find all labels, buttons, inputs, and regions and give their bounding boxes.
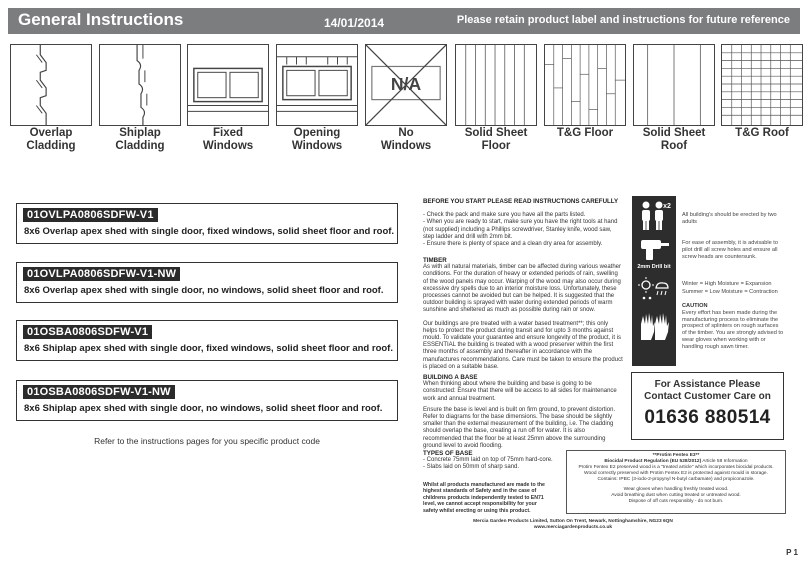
product-box [16, 320, 398, 361]
tg-roof-icon [721, 44, 803, 126]
timber-paragraph: As with all natural materials, timber can be affected during various weather conditions. For the duration of heavy or extended periods of rain, swelling of the wood panels may occur. Warping of the wood may also occur during excessive dry spells due to an interior moisture loss. Unfortunately, these processes cannot be avoided but can be helped. It is suggested that the outdoor building is sprayed with water during extended periods of warm sunshine and sheltered as much as possible during rain or snow. [423, 264, 621, 314]
product-description: 8x6 Overlap apex shed with single door, no windows, solid sheet floor and roof. [24, 285, 384, 296]
before-item: - When you are ready to start, make sure you have the right tools at hand (not supplied) including a Phillips screwdriver, Stanley knife, wood saw, step ladder and drill with 2mm bit. [423, 219, 618, 240]
before-heading: BEFORE YOU START PLEASE READ INSTRUCTIONS CAREFULLY [423, 198, 619, 205]
solid-sheet-roof-icon [633, 44, 715, 126]
drill-icon [637, 236, 671, 262]
before-item: - Check the pack and make sure you have all the parts listed. [423, 212, 586, 219]
feature-label-tg-floor: T&G Floor [556, 127, 614, 139]
weather-text-winter: Winter = High Moisture = Expansion [682, 281, 772, 287]
drill-caption: 2mm Drill bit [637, 264, 671, 270]
before-item: - Ensure there is plenty of space and a clean dry area for assembly. [423, 241, 603, 248]
product-box [16, 203, 398, 244]
types-item: - Concrete 75mm laid on top of 75mm hard-core. [423, 457, 553, 464]
protim-regulation: Biocidal Product Regulation (EU 528/2012) [604, 459, 702, 464]
base-heading: BUILDING A BASE [423, 374, 478, 381]
retain-notice: Please retain product label and instructions for future reference [456, 14, 790, 26]
drill-text: For ease of assembly, it is advisable to pilot drill all screw holes and ensure all screw heads are countersunk. [682, 240, 778, 260]
base-paragraph: Ensure the base is level and is built on firm ground, to prevent distortion. Refer to diagrams for the base dimensions. The base should be slightly smaller than the external measurement of the building, i.e. The cladding should overlap the base, creating a run off for water. It is also recommended that the floor be at least 25mm above the surrounding ground level to avoid flooding. [423, 406, 616, 449]
weather-icon [637, 276, 671, 302]
feature-label-solid-sheet-floor: Solid Sheet Floor [464, 127, 528, 152]
protim-line: Wood correctly preserved with Protim Fentex E2 is protected against mould in storage. [584, 471, 768, 476]
feature-label-solid-sheet-roof: Solid Sheet Roof [642, 127, 706, 152]
standards-note: Whilst all products manufactured are made to the highest standards of Safety and in the case of childrens products independently tested to EN71 level, we cannot accept responsibility for your safety whilst erecting or using this product. [423, 482, 545, 514]
product-description: 8x6 Overlap apex shed with single door, fixed windows, solid sheet floor and roof. [24, 226, 395, 237]
protim-line: Dispose of off cuts responsibly - do not burn. [628, 499, 724, 504]
product-box [16, 380, 398, 421]
feature-label-tg-roof: T&G Roof [735, 127, 789, 139]
base-section [423, 374, 623, 450]
two-adults-text: All building's should be erected by two adults [682, 212, 777, 225]
overlap-cladding-icon [10, 44, 92, 126]
company-address: Mercia Garden Products Limited, Sutton On Trent, Newark, Nottinghamshire, NG23 6QN [473, 519, 673, 524]
company-footer [423, 519, 723, 532]
product-description: 8x6 Shiplap apex shed with single door, no windows, solid sheet floor and roof. [24, 403, 383, 414]
assist-line2: Contact Customer Care on [644, 391, 771, 402]
feature-label-no-windows: No Windows [380, 127, 432, 152]
product-code: 01OSBA0806SDFW-V1-NW [23, 385, 175, 399]
header-bar [8, 8, 800, 34]
solid-sheet-floor-icon [455, 44, 537, 126]
document-date: 14/01/2014 [324, 16, 385, 30]
refer-text: Refer to the instructions pages for you specific product code [94, 436, 320, 446]
page-number: P 1 [786, 548, 798, 557]
customer-care-box [631, 372, 784, 440]
protim-line: Wear gloves when handling freshly treated wood. [623, 487, 729, 492]
product-code: 01OSBA0806SDFW-V1 [23, 325, 152, 339]
feature-label-opening-windows: Opening Windows [291, 127, 343, 152]
opening-windows-icon [276, 44, 358, 126]
page-title: General Instructions [18, 10, 184, 29]
caution-heading: CAUTION [682, 303, 708, 309]
two-adults-icon [637, 200, 671, 232]
weather-text-summer: Summer = Low Moisture = Contraction [682, 289, 778, 295]
product-description: 8x6 Shiplap apex shed with single door, fixed windows, solid sheet floor and roof. [24, 343, 393, 354]
base-paragraph: When thinking about where the building and base is going to be constructed: Ensure that there will be access to all sides for maintenance work and annual treatment. [423, 381, 617, 402]
types-heading: TYPES OF BASE [423, 450, 473, 457]
caution-text: Every effort has been made during the manufacturing process to eliminate the prospect of splinters on rough surfaces of the timber. You are strongly advised to wear gloves when working with or handling rough sawn timer. [682, 309, 784, 350]
types-item: - Slabs laid on 50mm of sharp sand. [423, 464, 520, 471]
company-website[interactable]: www.merciagardenproducts.co.uk [533, 525, 613, 531]
protim-info-box [566, 450, 786, 514]
timber-section [423, 257, 623, 371]
assist-line1: For Assistance Please [654, 379, 761, 390]
phone-number: 01636 880514 [644, 407, 771, 428]
product-box [16, 262, 398, 303]
caution-section [682, 303, 784, 351]
timber-paragraph: Our buildings are pre treated with a water based treatment**; this only helps to protect the product during transit and for upto 3 months against mould. To validate your guarantee and ensure longevity of the product, it is ESSENTIAL the building is treated with a wood preserver within the first three months of assembly and thereafter in accordance with the manufactures recommendations. Care must be taken to ensure the product is placed on a suitable base. [423, 320, 623, 370]
na-overlay: N/A [390, 73, 422, 94]
people-badge: x2 [663, 203, 671, 210]
product-code: 01OVLPA0806SDFW-V1 [23, 208, 158, 222]
fixed-windows-icon [187, 44, 269, 126]
shiplap-cladding-icon [99, 44, 181, 126]
tg-floor-icon [544, 44, 626, 126]
feature-label-overlap: Overlap Cladding [26, 127, 76, 152]
protim-title: **Protim Fentex E3** [652, 453, 700, 458]
protim-line: Protim Fentex E2 preserved wood is a "treated article" which incorporates biocidal products. [578, 465, 774, 470]
before-section [423, 198, 623, 248]
feature-label-fixed-windows: Fixed Windows [202, 127, 254, 152]
no-windows-icon [365, 44, 447, 126]
timber-heading: TIMBER [423, 257, 447, 264]
protim-line: Avoid breathing dust when cutting treated or untreated wood. [611, 493, 741, 498]
gloves-icon [637, 310, 671, 344]
protim-regulation-rest: Article 58 Information [702, 459, 748, 464]
feature-label-shiplap: Shiplap Cladding [115, 127, 165, 152]
product-code: 01OVLPA0806SDFW-V1-NW [23, 267, 180, 281]
protim-line: Contains: IPBC (3-iodo-2-propynyl N-butyl carbamate) and propiconazole. [597, 477, 755, 482]
